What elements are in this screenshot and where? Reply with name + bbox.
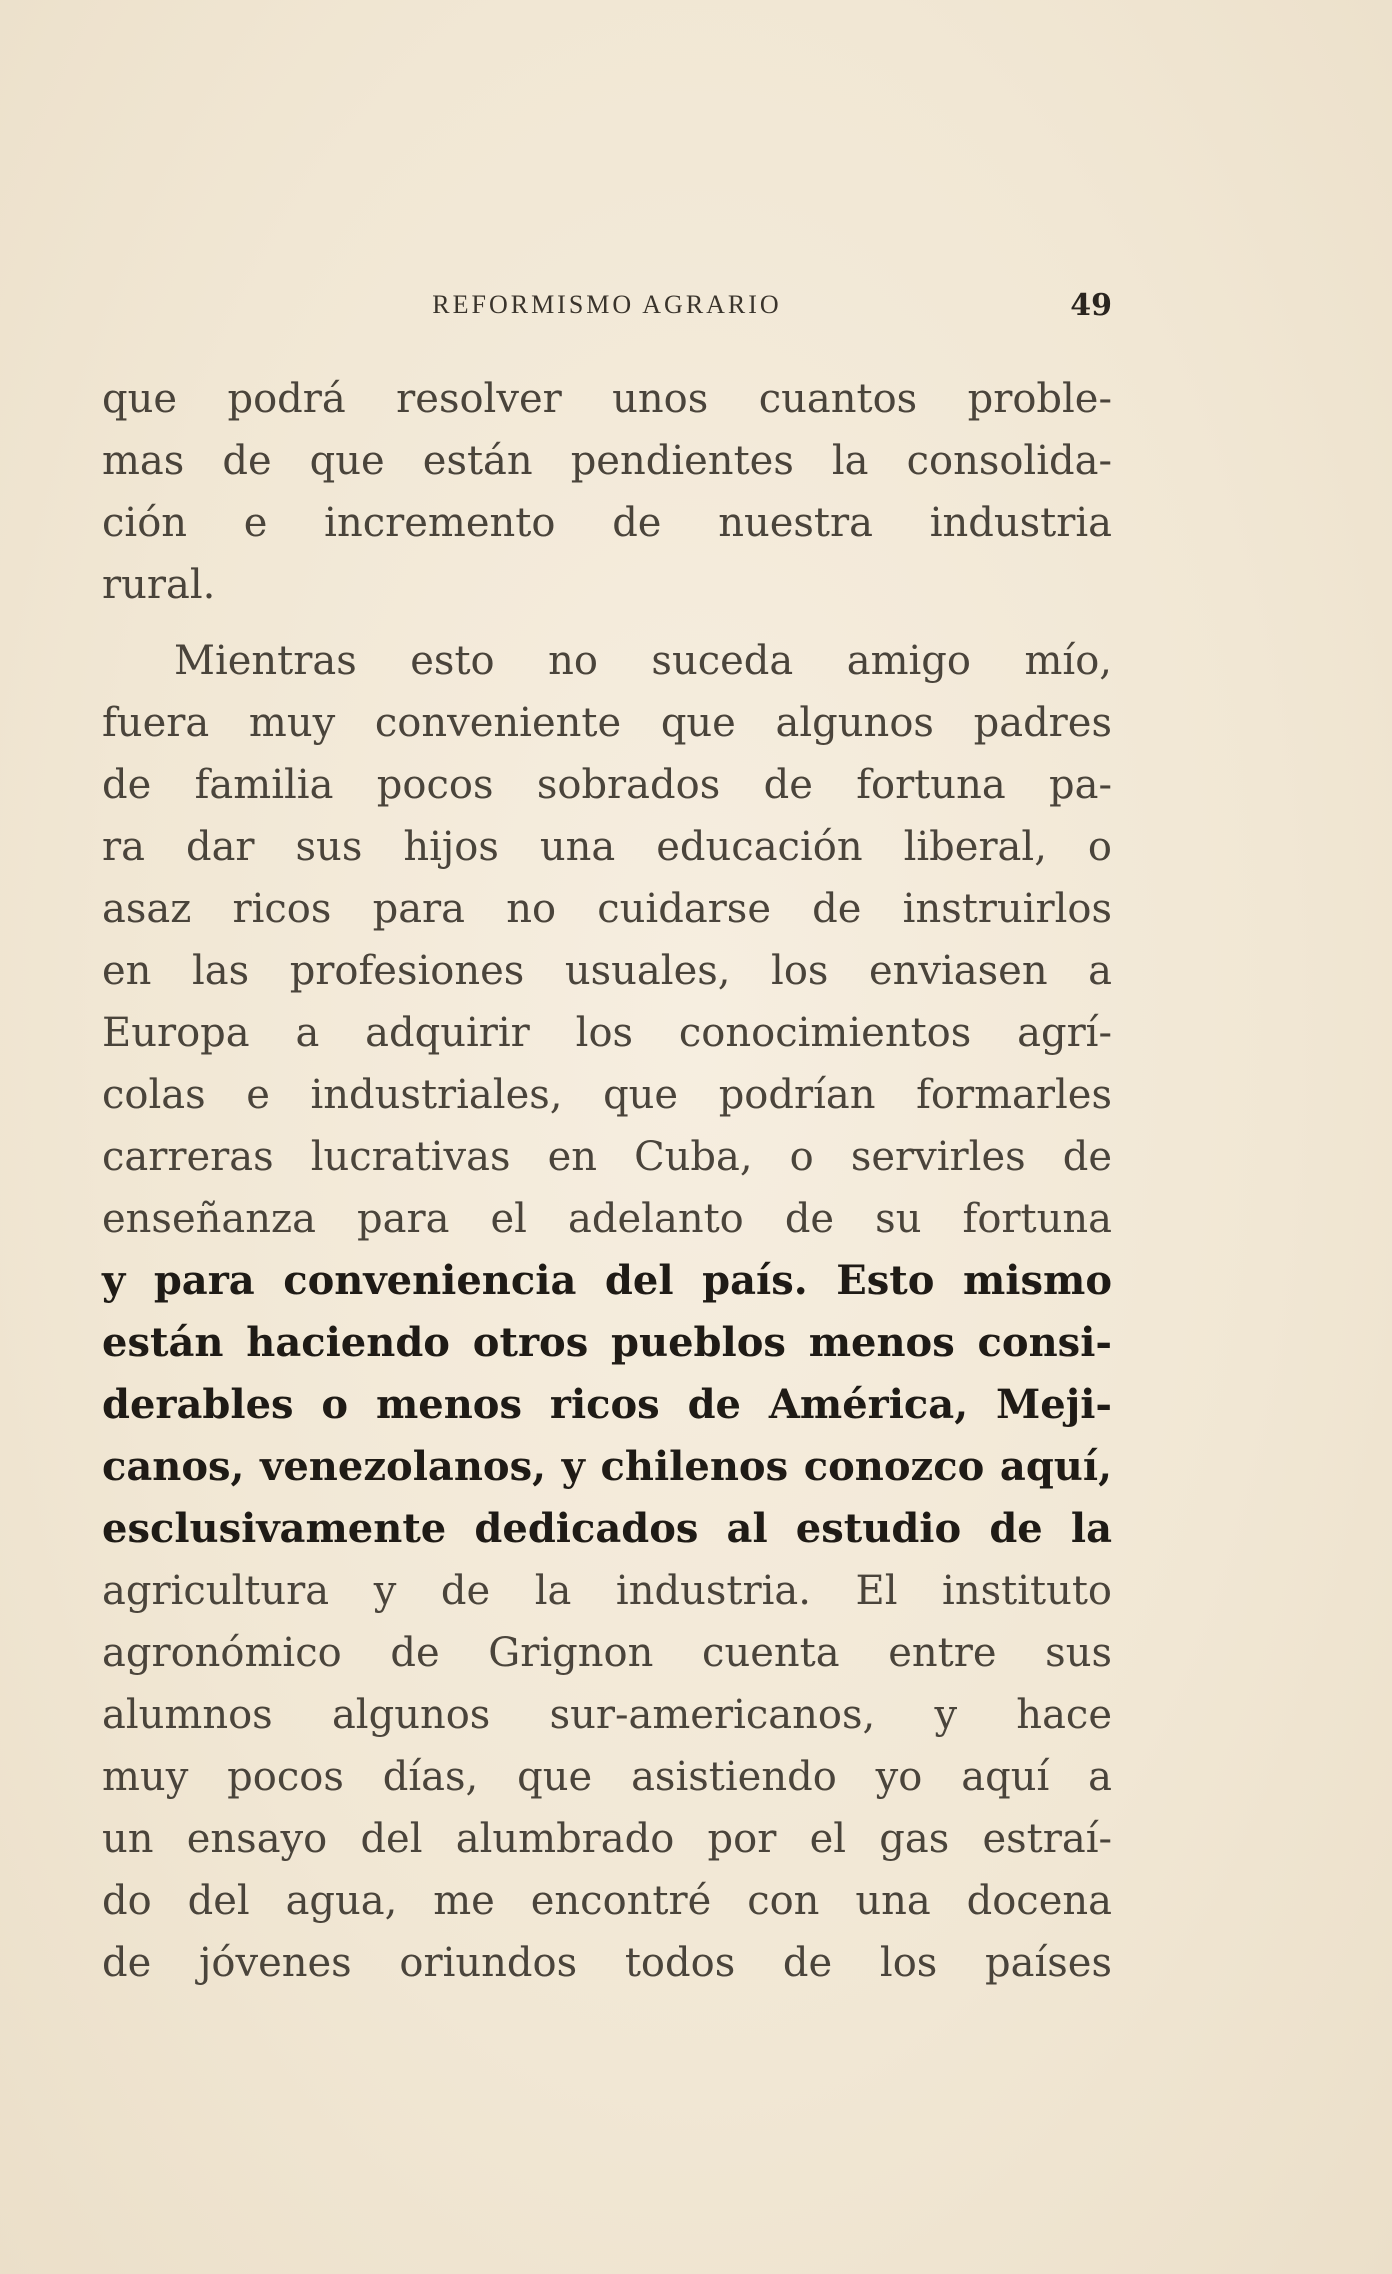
text-line: Mientras esto no suceda amigo mío,: [174, 638, 1112, 684]
text-line: un ensayo del alumbrado por el gas estraí-: [102, 1816, 1112, 1862]
text-line: mas de que están pendientes la consolida-: [102, 438, 1112, 484]
text-line: ción e incremento de nuestra industria: [102, 500, 1112, 546]
text-line: de jóvenes oriundos todos de los países: [102, 1940, 1112, 1986]
text-line: de familia pocos sobrados de fortuna pa-: [102, 762, 1112, 808]
text-line: carreras lucrativas en Cuba, o servirles de: [102, 1134, 1112, 1180]
text-line: ra dar sus hijos una educación liberal, o: [102, 824, 1112, 870]
text-line: enseñanza para el adelanto de su fortuna: [102, 1196, 1112, 1242]
page-number: 49: [1070, 288, 1112, 323]
text-line: asaz ricos para no cuidarse de instruirlos: [102, 886, 1112, 932]
body-text: [102, 368, 1112, 1994]
text-line: están haciendo otros pueblos menos consi-: [102, 1319, 1112, 1366]
text-line: do del agua, me encontré con una docena: [102, 1878, 1112, 1924]
text-line: Europa a adquirir los conocimientos agrí-: [102, 1010, 1112, 1056]
running-title: REFORMISMO AGRARIO: [432, 290, 782, 319]
paragraph-break: [102, 616, 1112, 630]
text-line: esclusivamente dedicados al estudio de la: [102, 1505, 1112, 1552]
text-line: que podrá resolver unos cuantos proble-: [102, 376, 1112, 422]
running-head: [102, 282, 1112, 326]
text-line: muy pocos días, que asistiendo yo aquí a: [102, 1754, 1112, 1800]
text-line: agricultura y de la industria. El instituto: [102, 1568, 1112, 1614]
text-line: canos, venezolanos, y chilenos conozco aquí,: [102, 1443, 1112, 1490]
text-line: agronómico de Grignon cuenta entre sus: [102, 1630, 1112, 1676]
text-line: derables o menos ricos de América, Meji-: [102, 1381, 1112, 1428]
text-line: alumnos algunos sur-americanos, y hace: [102, 1692, 1112, 1738]
text-line: fuera muy conveniente que algunos padres: [102, 700, 1112, 746]
text-line: colas e industriales, que podrían formarles: [102, 1072, 1112, 1118]
text-line: y para conveniencia del país. Esto mismo: [102, 1257, 1112, 1304]
text-line: rural.: [102, 562, 216, 608]
text-line: en las profesiones usuales, los enviasen a: [102, 948, 1112, 994]
